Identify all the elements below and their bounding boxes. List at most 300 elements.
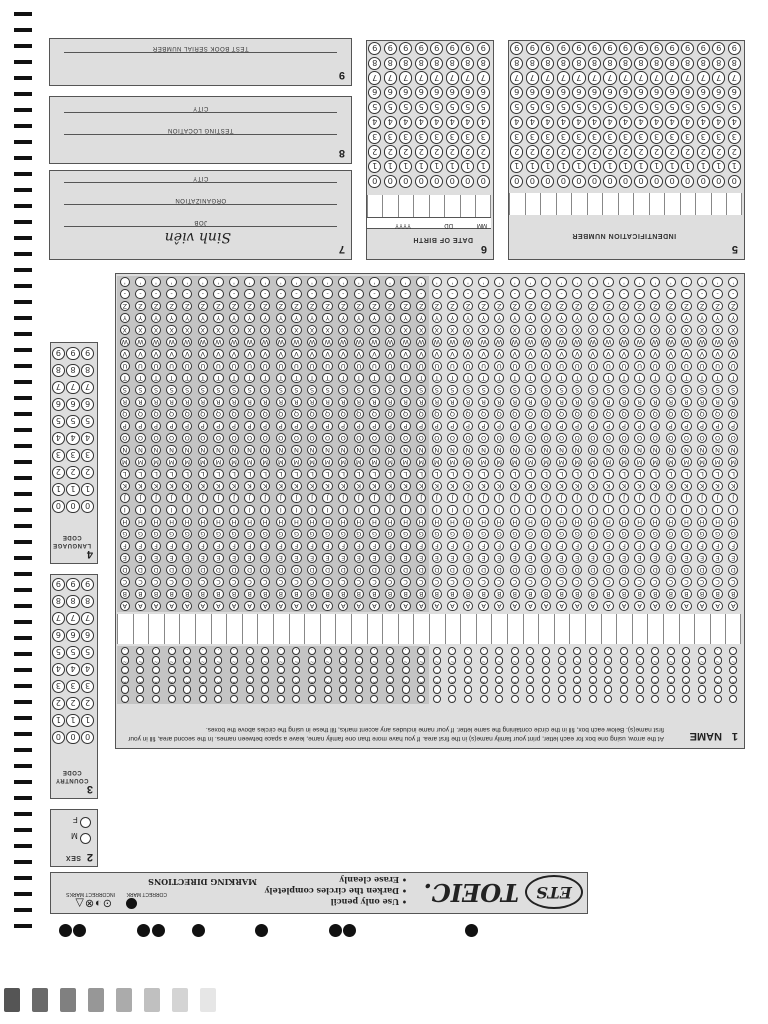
answer-bubble[interactable]: 4 [368,116,381,129]
answer-bubble[interactable]: ' [697,277,708,288]
answer-bubble[interactable]: N [354,445,365,456]
answer-bubble[interactable]: R [260,397,271,408]
answer-bubble[interactable]: F [400,541,411,552]
write-box[interactable] [398,195,414,217]
answer-bubble[interactable]: K [447,481,458,492]
answer-bubble[interactable]: G [291,529,302,540]
answer-bubble[interactable]: 0 [665,175,678,188]
answer-bubble[interactable]: M [120,457,131,468]
answer-bubble[interactable]: A [229,601,240,612]
answer-bubble[interactable]: K [291,481,302,492]
answer-bubble[interactable]: Y [541,313,552,324]
answer-bubble[interactable]: 7 [603,71,616,84]
answer-bubble[interactable]: J [198,493,209,504]
answer-bubble[interactable]: ¸ [526,647,534,655]
answer-bubble[interactable]: O [697,433,708,444]
answer-bubble[interactable]: ¨ [417,666,425,674]
answer-bubble[interactable]: Y [400,313,411,324]
answer-bubble[interactable]: M [182,457,193,468]
answer-bubble[interactable]: 2 [461,145,474,158]
answer-bubble[interactable]: 8 [461,57,474,70]
answer-bubble[interactable]: G [400,529,411,540]
answer-bubble[interactable]: L [369,469,380,480]
answer-bubble[interactable]: ~ [356,657,361,664]
answer-bubble[interactable]: 7 [384,71,397,84]
answer-bubble[interactable]: K [322,481,333,492]
write-box[interactable] [304,614,320,644]
answer-bubble[interactable]: ´ [121,695,129,703]
answer-bubble[interactable]: 1 [368,160,381,173]
answer-bubble[interactable]: Q [556,409,567,420]
answer-bubble[interactable]: S [525,385,536,396]
answer-bubble[interactable]: G [541,529,552,540]
answer-bubble[interactable]: E [120,553,131,564]
answer-bubble[interactable]: D [572,565,583,576]
answer-bubble[interactable]: 3 [728,131,741,144]
answer-bubble[interactable]: M [525,457,536,468]
answer-bubble[interactable]: O [182,433,193,444]
answer-bubble[interactable]: C [666,577,677,588]
answer-bubble[interactable]: X [666,325,677,336]
answer-bubble[interactable]: ^ [559,676,564,683]
answer-bubble[interactable]: 4 [634,116,647,129]
answer-bubble[interactable]: 5 [510,101,523,114]
answer-bubble[interactable]: D [525,565,536,576]
answer-bubble[interactable]: ´ [152,695,160,703]
answer-bubble[interactable]: W [322,337,333,348]
answer-bubble[interactable]: 2 [541,145,554,158]
sex-option-f[interactable]: F [73,815,91,828]
name-write-boxes[interactable] [117,614,741,644]
answer-bubble[interactable]: Z [556,301,567,312]
answer-bubble[interactable]: Z [728,301,739,312]
answer-bubble[interactable]: 7 [52,612,65,625]
answer-bubble[interactable]: N [385,445,396,456]
answer-bubble[interactable]: F [650,541,661,552]
write-box[interactable] [726,193,742,215]
answer-bubble[interactable]: 2 [697,145,710,158]
answer-bubble[interactable]: 0 [681,175,694,188]
answer-bubble[interactable]: L [385,469,396,480]
answer-bubble[interactable]: ´ [230,695,238,703]
answer-bubble[interactable]: C [338,577,349,588]
answer-bubble[interactable]: C [260,577,271,588]
answer-bubble[interactable]: R [681,397,692,408]
answer-bubble[interactable]: 3 [477,131,490,144]
answer-bubble[interactable]: A [135,601,146,612]
answer-bubble[interactable]: V [432,349,443,360]
answer-bubble[interactable]: ´ [386,695,394,703]
answer-bubble[interactable]: H [494,517,505,528]
answer-bubble[interactable]: M [338,457,349,468]
answer-bubble[interactable]: 7 [510,71,523,84]
write-box[interactable] [711,193,727,215]
answer-bubble[interactable]: O [416,433,427,444]
answer-bubble[interactable]: U [541,361,552,372]
answer-bubble[interactable]: 8 [557,57,570,70]
answer-bubble[interactable]: F [619,541,630,552]
write-box[interactable] [618,193,634,215]
answer-bubble[interactable]: D [198,565,209,576]
answer-bubble[interactable]: K [182,481,193,492]
answer-bubble[interactable]: E [525,553,536,564]
answer-bubble[interactable]: ¨ [589,666,597,674]
answer-bubble[interactable]: E [603,553,614,564]
answer-bubble[interactable]: H [447,517,458,528]
answer-bubble[interactable]: 3 [712,131,725,144]
answer-bubble[interactable]: E [572,553,583,564]
answer-bubble[interactable]: E [198,553,209,564]
answer-bubble[interactable]: 2 [477,145,490,158]
answer-bubble[interactable]: U [322,361,333,372]
answer-bubble[interactable]: A [166,601,177,612]
answer-bubble[interactable]: P [556,421,567,432]
write-box[interactable] [242,614,258,644]
answer-bubble[interactable]: N [510,445,521,456]
answer-bubble[interactable]: C [166,577,177,588]
answer-bubble[interactable]: N [151,445,162,456]
answer-bubble[interactable]: A [494,601,505,612]
answer-bubble[interactable]: U [463,361,474,372]
answer-bubble[interactable]: - [307,289,318,300]
answer-bubble[interactable]: J [135,493,146,504]
answer-bubble[interactable]: J [712,493,723,504]
answer-bubble[interactable]: - [603,289,614,300]
answer-bubble[interactable]: T [198,373,209,384]
answer-bubble[interactable]: T [291,373,302,384]
write-box[interactable] [257,614,273,644]
answer-bubble[interactable]: E [556,553,567,564]
answer-bubble[interactable]: B [385,589,396,600]
answer-bubble[interactable]: J [478,493,489,504]
answer-bubble[interactable]: H [260,517,271,528]
answer-bubble[interactable]: Y [229,313,240,324]
answer-bubble[interactable]: Q [447,409,458,420]
answer-bubble[interactable]: A [447,601,458,612]
answer-bubble[interactable]: - [447,289,458,300]
answer-bubble[interactable]: ~ [621,657,627,664]
answer-bubble[interactable]: C [213,577,224,588]
answer-bubble[interactable]: K [712,481,723,492]
answer-bubble[interactable]: L [556,469,567,480]
answer-bubble[interactable]: ` [542,685,550,693]
answer-bubble[interactable]: R [447,397,458,408]
answer-bubble[interactable]: Y [666,313,677,324]
answer-bubble[interactable]: J [229,493,240,504]
answer-bubble[interactable]: ´ [168,695,176,703]
answer-bubble[interactable]: ~ [263,657,268,664]
answer-bubble[interactable]: 3 [52,449,65,462]
answer-bubble[interactable]: R [400,397,411,408]
answer-bubble[interactable]: R [588,397,599,408]
answer-bubble[interactable]: O [260,433,271,444]
answer-bubble[interactable]: ¸ [183,647,191,655]
answer-bubble[interactable]: - [244,289,255,300]
answer-bubble[interactable]: D [354,565,365,576]
answer-bubble[interactable]: L [354,469,365,480]
answer-bubble[interactable]: 1 [665,160,678,173]
answer-bubble[interactable]: 0 [430,175,443,188]
answer-bubble[interactable]: X [369,325,380,336]
answer-bubble[interactable]: ^ [356,676,361,683]
answer-bubble[interactable]: ' [634,277,645,288]
answer-bubble[interactable]: F [681,541,692,552]
answer-bubble[interactable]: ^ [403,676,408,683]
write-box[interactable] [367,614,383,644]
answer-bubble[interactable]: 0 [697,175,710,188]
answer-bubble[interactable]: L [681,469,692,480]
answer-bubble[interactable]: R [432,397,443,408]
answer-bubble[interactable]: W [556,337,567,348]
answer-bubble[interactable]: 5 [728,101,741,114]
answer-bubble[interactable]: 1 [603,160,616,173]
answer-bubble[interactable]: E [634,553,645,564]
answer-bubble[interactable]: ¸ [542,647,550,655]
answer-bubble[interactable]: I [697,505,708,516]
answer-bubble[interactable]: B [463,589,474,600]
answer-bubble[interactable]: R [135,397,146,408]
write-box[interactable] [273,614,289,644]
answer-bubble[interactable]: 7 [541,71,554,84]
write-box[interactable] [664,193,680,215]
write-box[interactable] [413,614,429,644]
answer-bubble[interactable]: 6 [588,86,601,99]
answer-bubble[interactable]: 3 [572,131,585,144]
answer-bubble[interactable]: W [666,337,677,348]
answer-bubble[interactable]: B [322,589,333,600]
answer-bubble[interactable]: J [385,493,396,504]
answer-bubble[interactable]: - [463,289,474,300]
answer-bubble[interactable]: ^ [731,676,736,683]
answer-bubble[interactable]: P [681,421,692,432]
answer-bubble[interactable]: 2 [415,145,428,158]
answer-bubble[interactable]: F [369,541,380,552]
answer-bubble[interactable]: C [354,577,365,588]
answer-bubble[interactable]: 8 [52,364,65,377]
answer-bubble[interactable]: 2 [681,145,694,158]
write-box[interactable] [523,614,539,644]
answer-bubble[interactable]: H [291,517,302,528]
answer-bubble[interactable]: P [385,421,396,432]
answer-bubble[interactable]: ^ [231,676,237,683]
answer-bubble[interactable]: L [650,469,661,480]
answer-bubble[interactable]: G [634,529,645,540]
answer-bubble[interactable]: L [666,469,677,480]
answer-bubble[interactable]: 6 [557,86,570,99]
answer-bubble[interactable]: F [666,541,677,552]
answer-bubble[interactable]: J [244,493,255,504]
answer-bubble[interactable]: 9 [541,42,554,55]
answer-bubble[interactable]: 9 [81,578,94,591]
answer-bubble[interactable]: 6 [650,86,663,99]
answer-bubble[interactable]: 7 [81,381,94,394]
answer-bubble[interactable]: ¸ [339,647,347,655]
answer-bubble[interactable]: ` [698,685,706,693]
answer-bubble[interactable]: S [728,385,739,396]
answer-bubble[interactable]: U [291,361,302,372]
answer-bubble[interactable]: S [556,385,567,396]
write-box[interactable] [226,614,242,644]
answer-bubble[interactable]: ^ [247,676,252,683]
answer-bubble[interactable]: Q [432,409,443,420]
answer-bubble[interactable]: R [338,397,349,408]
answer-bubble[interactable]: Z [666,301,677,312]
answer-bubble[interactable]: I [120,505,131,516]
answer-bubble[interactable]: J [525,493,536,504]
answer-bubble[interactable]: X [681,325,692,336]
answer-bubble[interactable]: 4 [81,432,94,445]
answer-bubble[interactable]: Y [354,313,365,324]
answer-bubble[interactable]: ' [322,277,333,288]
answer-bubble[interactable]: 5 [66,646,79,659]
answer-bubble[interactable]: 2 [526,145,539,158]
answer-bubble[interactable]: ` [589,685,597,693]
answer-bubble[interactable]: H [510,517,521,528]
answer-bubble[interactable]: U [494,361,505,372]
answer-bubble[interactable]: H [198,517,209,528]
answer-bubble[interactable]: 9 [634,42,647,55]
answer-bubble[interactable]: B [182,589,193,600]
answer-bubble[interactable]: N [619,445,630,456]
answer-bubble[interactable]: ¸ [433,647,441,655]
answer-bubble[interactable]: 8 [588,57,601,70]
answer-bubble[interactable]: T [650,373,661,384]
answer-bubble[interactable]: B [338,589,349,600]
answer-bubble[interactable]: ` [714,685,722,693]
answer-bubble[interactable]: ^ [481,676,486,683]
answer-bubble[interactable]: J [276,493,287,504]
answer-bubble[interactable]: J [432,493,443,504]
answer-bubble[interactable]: L [494,469,505,480]
answer-bubble[interactable]: V [634,349,645,360]
answer-bubble[interactable]: W [182,337,193,348]
answer-bubble[interactable]: S [634,385,645,396]
answer-bubble[interactable]: I [166,505,177,516]
answer-bubble[interactable]: 2 [728,145,741,158]
answer-bubble[interactable]: O [478,433,489,444]
answer-bubble[interactable]: 7 [681,71,694,84]
answer-bubble[interactable]: L [634,469,645,480]
answer-bubble[interactable]: X [354,325,365,336]
answer-bubble[interactable]: 8 [399,57,412,70]
answer-bubble[interactable]: 1 [619,160,632,173]
answer-bubble[interactable]: 5 [81,415,94,428]
answer-bubble[interactable]: F [432,541,443,552]
answer-bubble[interactable]: ^ [309,676,315,683]
answer-bubble[interactable]: E [432,553,443,564]
answer-bubble[interactable]: P [276,421,287,432]
answer-bubble[interactable]: G [182,529,193,540]
answer-bubble[interactable]: P [619,421,630,432]
answer-bubble[interactable]: 3 [384,131,397,144]
answer-bubble[interactable]: R [276,397,287,408]
answer-bubble[interactable]: Z [447,301,458,312]
answer-bubble[interactable]: 4 [66,663,79,676]
answer-bubble[interactable]: I [416,505,427,516]
answer-bubble[interactable]: 9 [697,42,710,55]
answer-bubble[interactable]: E [728,553,739,564]
answer-bubble[interactable]: S [588,385,599,396]
answer-bubble[interactable]: D [213,565,224,576]
answer-bubble[interactable]: F [135,541,146,552]
answer-bubble[interactable]: 1 [384,160,397,173]
answer-bubble[interactable]: Z [681,301,692,312]
answer-bubble[interactable]: T [541,373,552,384]
answer-bubble[interactable]: L [541,469,552,480]
answer-bubble[interactable]: 9 [399,42,412,55]
answer-bubble[interactable]: I [276,505,287,516]
answer-bubble[interactable]: E [697,553,708,564]
answer-bubble[interactable]: ~ [200,657,205,664]
answer-bubble[interactable]: P [291,421,302,432]
answer-bubble[interactable]: R [322,397,333,408]
answer-bubble[interactable]: ¨ [433,666,441,674]
answer-bubble[interactable]: H [400,517,411,528]
answer-bubble[interactable]: ´ [339,695,347,703]
answer-bubble[interactable]: S [291,385,302,396]
answer-bubble[interactable]: Z [354,301,365,312]
answer-bubble[interactable]: J [650,493,661,504]
answer-bubble[interactable]: ' [619,277,630,288]
answer-bubble[interactable]: A [650,601,661,612]
answer-bubble[interactable]: ¸ [667,647,675,655]
answer-bubble[interactable]: ^ [138,676,143,683]
answer-bubble[interactable]: F [276,541,287,552]
answer-bubble[interactable]: ´ [214,695,222,703]
answer-bubble[interactable]: ^ [497,676,502,683]
answer-bubble[interactable]: Q [463,409,474,420]
answer-bubble[interactable]: L [166,469,177,480]
answer-bubble[interactable]: J [619,493,630,504]
answer-bubble[interactable]: J [572,493,583,504]
answer-bubble[interactable]: ^ [419,676,424,683]
answer-bubble[interactable]: ~ [512,657,517,664]
answer-bubble[interactable]: L [619,469,630,480]
answer-bubble[interactable]: ´ [667,695,675,703]
answer-bubble[interactable]: T [603,373,614,384]
write-box[interactable] [429,195,445,217]
answer-bubble[interactable]: M [151,457,162,468]
answer-bubble[interactable]: T [572,373,583,384]
answer-bubble[interactable]: F [556,541,567,552]
answer-bubble[interactable]: Y [120,313,131,324]
answer-bubble[interactable]: 4 [384,116,397,129]
answer-bubble[interactable]: 5 [52,415,65,428]
answer-bubble[interactable]: - [681,289,692,300]
answer-bubble[interactable]: M [588,457,599,468]
answer-bubble[interactable]: N [447,445,458,456]
answer-bubble[interactable]: ´ [620,695,628,703]
answer-bubble[interactable]: W [120,337,131,348]
answer-bubble[interactable]: O [556,433,567,444]
answer-bubble[interactable]: ^ [653,676,658,683]
answer-bubble[interactable]: Z [463,301,474,312]
answer-bubble[interactable]: 1 [415,160,428,173]
answer-bubble[interactable]: E [666,553,677,564]
answer-bubble[interactable]: W [338,337,349,348]
answer-bubble[interactable]: D [307,565,318,576]
answer-bubble[interactable]: T [619,373,630,384]
answer-bubble[interactable]: 5 [712,101,725,114]
answer-bubble[interactable]: A [510,601,521,612]
write-box[interactable] [211,614,227,644]
answer-bubble[interactable]: E [510,553,521,564]
answer-bubble[interactable]: ' [603,277,614,288]
answer-bubble[interactable]: ¸ [636,647,644,655]
answer-bubble[interactable]: V [416,349,427,360]
answer-bubble[interactable]: U [120,361,131,372]
answer-bubble[interactable]: 6 [66,629,79,642]
